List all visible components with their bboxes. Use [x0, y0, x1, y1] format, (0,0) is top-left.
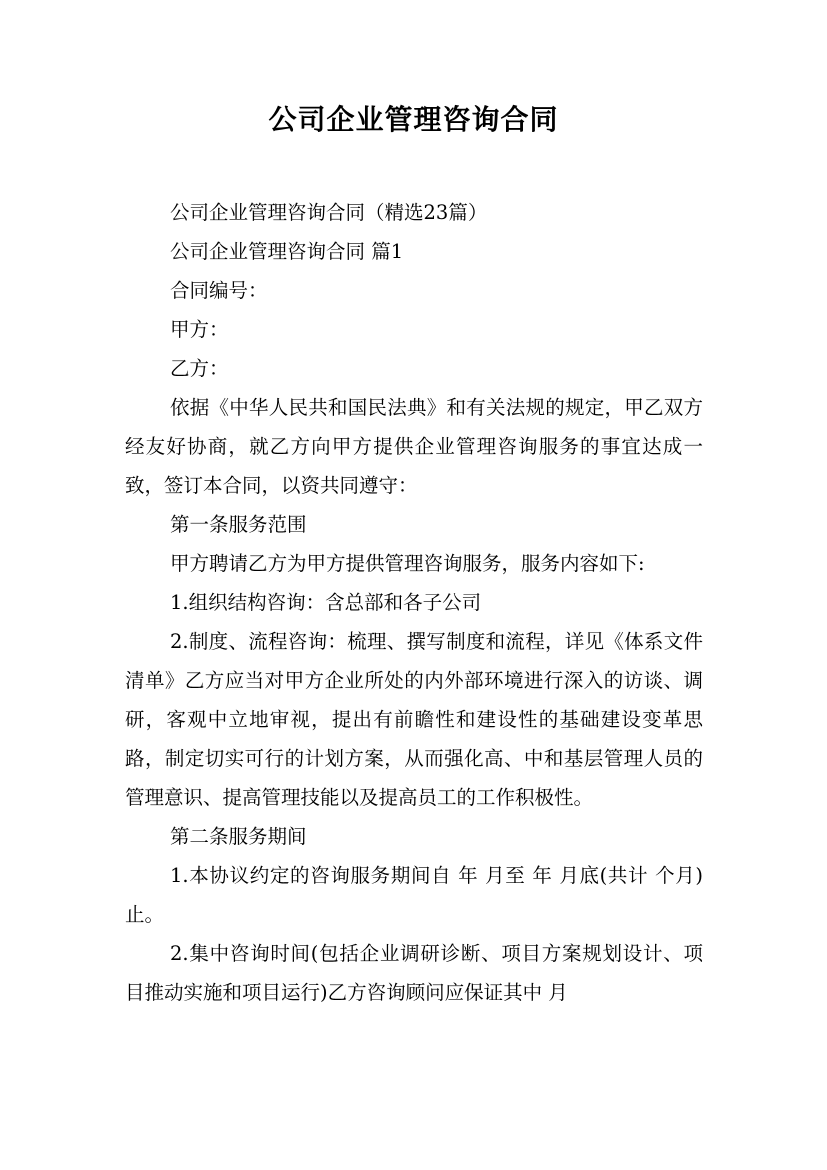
paragraph-section-heading: 公司企业管理咨询合同 篇1	[170, 240, 404, 263]
paragraph-term-item-2: 2.集中咨询时间(包括企业调研诊断、项目方案规划设计、项目推动实施和项目运行)乙方咨询顾问应保证其中 月	[125, 942, 703, 1004]
document-title: 公司企业管理咨询合同	[268, 103, 559, 136]
paragraph-service-intro: 甲方聘请乙方为甲方提供管理咨询服务，服务内容如下:	[170, 552, 645, 575]
paragraph-service-item-2: 2.制度、流程咨询：梳理、撰写制度和流程，详见《体系文件清单》乙方应当对甲方企业所处的内外部环境进行深入的访谈、调研，客观中立地审视，提出有前瞻性和建设性的基础建设变革思路，制定切实可行的计划方案，从而强化高、中和基层管理人员的管理意识、提高管理技能以及提高员工的工作积极性。	[125, 630, 703, 809]
paragraph-party-b: 乙方：	[170, 357, 229, 380]
paragraph-service-item-1: 1.组织结构咨询：含总部和各子公司	[170, 591, 482, 614]
paragraph-term-item-1: 1.本协议约定的咨询服务期间自 年 月至 年 月底(共计 个月)止。	[125, 864, 703, 926]
document-body	[125, 193, 703, 1012]
paragraph-contract-number: 合同编号：	[170, 279, 268, 302]
paragraph-preamble: 依据《中华人民共和国民法典》和有关法规的规定，甲乙双方经友好协商，就乙方向甲方提供企业管理咨询服务的事宜达成一致，签订本合同，以资共同遵守：	[125, 396, 703, 497]
paragraph-subtitle: 公司企业管理咨询合同（精选23篇）	[170, 201, 488, 224]
paragraph-party-a: 甲方：	[170, 318, 229, 341]
paragraph-article-1-heading: 第一条服务范围	[170, 513, 307, 536]
paragraph-article-2-heading: 第二条服务期间	[170, 825, 307, 848]
